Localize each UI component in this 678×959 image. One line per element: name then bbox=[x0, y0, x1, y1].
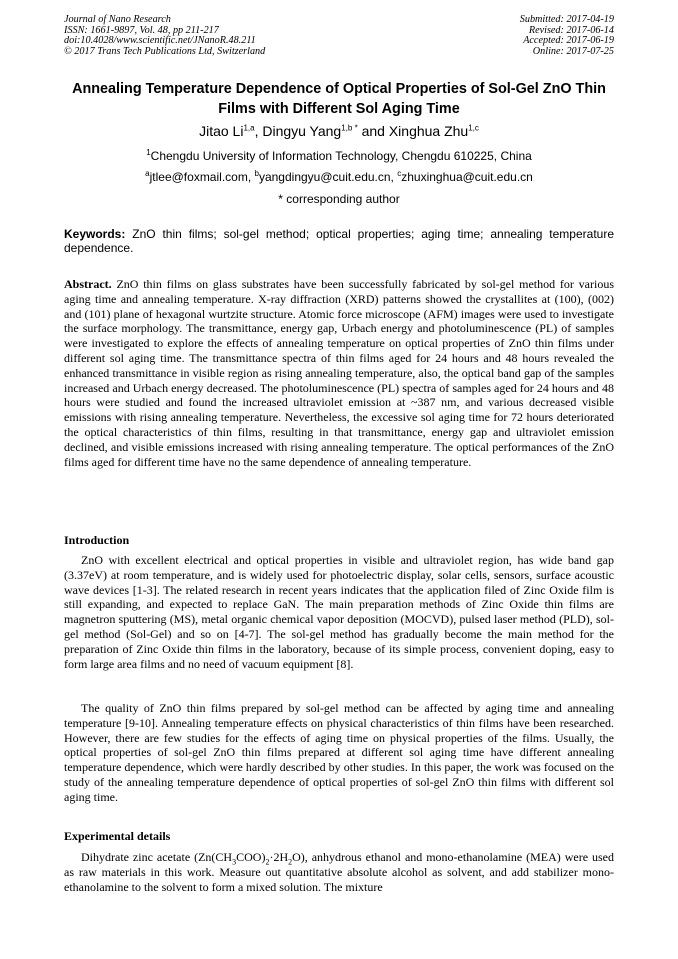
subscript: 2 bbox=[288, 857, 293, 867]
keywords-text: ZnO thin films; sol-gel method; optical properties; aging time; annealing temperature dependence. bbox=[64, 227, 614, 255]
experimental-text: Dihydrate zinc acetate (Zn(CH bbox=[81, 850, 233, 864]
experimental-text: COO) bbox=[236, 850, 266, 864]
author-name: Jitao Li bbox=[199, 123, 244, 139]
intro-paragraph-2: The quality of ZnO thin films prepared by sol-gel method can be affected by aging time and annealing temperature [9-10]. Annealing temperature effects on physical characteristics of thin films have been researched. However, there are few studies for the effects of aging time on physical properties of the films. Usually, the optical properties of sol-gel ZnO thin films prepared at different sol aging time have different annealing temperature dependence, which were hardly described by other studies. In this paper, the work was focused on the study of the annealing temperature dependence of optical properties of sol-gel ZnO thin films with different sol aging time. bbox=[64, 701, 614, 804]
journal-issn: ISSN: 1661-9897, Vol. 48, pp 211-217 bbox=[64, 24, 219, 36]
journal-header-right bbox=[520, 15, 614, 57]
email-link[interactable]: zhuxinghua@cuit.edu.cn bbox=[401, 170, 533, 184]
journal-doi: doi:10.4028/www.scientific.net/JNanoR.48.211 bbox=[64, 35, 256, 47]
date-online: Online: 2017-07-25 bbox=[532, 45, 614, 57]
abstract-text: ZnO thin films on glass substrates have been successfully fabricated by sol-gel method for various aging time and annealing temperature. X-ray diffraction (XRD) patterns showed the crystallites at (100), (002) and (101) plane of hexagonal wurtzite structure. Atomic force microscope (AFM) images were used to investigate the surface morphology. The transmittance, energy gap, Urbach energy and photoluminescence (PL) of samples were investigated to explore the effects of annealing temperature on optical properties of ZnO thin films under different sol aging time. The transmittance spectra of thin films aged for 24 hours and 48 hours revealed the enhanced transmittance in visible region as rising annealing temperature, also, the optical band gap of the samples increased and Urbach energy decreased. The photoluminescence (PL) spectra of samples aged for 24 hours and 48 hours were studied and found the increased ultraviolet emission at ~387 nm, and various decreased visible emissions with rising annealing temperature. Nevertheless, the excessive sol aging time for 72 hours deteriorated the optical characteristics of thin films, resulting in that transmittance, energy gap and ultraviolet emission declined, and visible emissions increased with rising annealing temperature. The optical performances of the ZnO films aged for different time have no the same dependence of annealing temperature. bbox=[64, 277, 614, 469]
email-link[interactable]: yangdingyu@cuit.edu.cn, bbox=[258, 170, 398, 184]
author-name: Dingyu Yang bbox=[262, 123, 342, 139]
affiliation bbox=[64, 149, 614, 164]
author-affil-sup: 1,c bbox=[468, 123, 479, 133]
section-heading-introduction: Introduction bbox=[64, 533, 130, 547]
abstract-label: Abstract. bbox=[64, 277, 112, 291]
journal-name: Journal of Nano Research bbox=[64, 14, 171, 25]
date-submitted: Submitted: 2017-04-19 bbox=[519, 14, 614, 25]
journal-header-left bbox=[64, 15, 265, 57]
author-name: Xinghua Zhu bbox=[388, 123, 469, 139]
author-separator: and bbox=[357, 123, 389, 139]
keywords-label: Keywords: bbox=[64, 227, 126, 241]
author-affil-sup: 1,a bbox=[243, 123, 255, 133]
experimental-text: ·2H bbox=[269, 850, 289, 864]
affiliation-sup: 1 bbox=[146, 148, 151, 157]
author-affil-sup: 1,b * bbox=[341, 123, 358, 133]
paper-title: Annealing Temperature Dependence of Optical Properties of Sol-Gel ZnO Thin Films with Different Sol Aging Time bbox=[72, 81, 606, 117]
intro-paragraph-1: ZnO with excellent electrical and optical properties in visible and ultraviolet region, has wide band gap (3.37eV) at room temperature, and is widely used for photoelectric display, solar cells, sensors, surface acoustic wave devices [1-3]. The related research in recent years indicates that the application filed of Zinc Oxide film is still expanding, and expected to replace GaN. The main preparation methods of Zinc Oxide thin films are magnetron sputtering (MS), metal organic chemical vapor deposition (MOCVD), pulsed laser method (PLD), sol-gel method (Sol-Gel) and so on [4-7]. The sol-gel method has gradually become the main method for the preparation of Zinc Oxide thin films in the laboratory, because of its simple process, convenient doping, easy to form large area films and no need of vacuum equipment [8]. bbox=[64, 553, 614, 671]
keywords bbox=[64, 227, 614, 255]
experimental-paragraph-1 bbox=[64, 850, 614, 894]
date-revised: Revised: 2017-06-14 bbox=[528, 24, 614, 36]
corresponding-author-note: * corresponding author bbox=[278, 192, 400, 206]
journal-copyright: © 2017 Trans Tech Publications Ltd, Switzerland bbox=[64, 45, 266, 57]
author-separator: , bbox=[254, 123, 263, 139]
experimental-text: O), anhydrous ethanol and mono-ethanolamine (MEA) were used as raw materials in this work. Measure out quantitative absolute alcohol as solvent, and add stabilizer mono-ethanolamine to the solvent to form a mixed solution. The mixture bbox=[64, 850, 614, 894]
author-list bbox=[64, 122, 614, 140]
email-sup: a bbox=[145, 169, 150, 178]
subscript: 3 bbox=[232, 857, 237, 867]
abstract bbox=[64, 277, 614, 469]
author-emails bbox=[64, 170, 614, 185]
date-accepted: Accepted: 2017-06-19 bbox=[523, 35, 614, 47]
subscript: 2 bbox=[265, 857, 270, 867]
section-heading-experimental: Experimental details bbox=[64, 829, 171, 843]
email-link[interactable]: jtlee@foxmail.com, bbox=[149, 170, 255, 184]
email-sup: c bbox=[397, 169, 402, 178]
email-sup: b bbox=[254, 169, 259, 178]
affiliation-text: Chengdu University of Information Technology, Chengdu 610225, China bbox=[150, 149, 532, 163]
